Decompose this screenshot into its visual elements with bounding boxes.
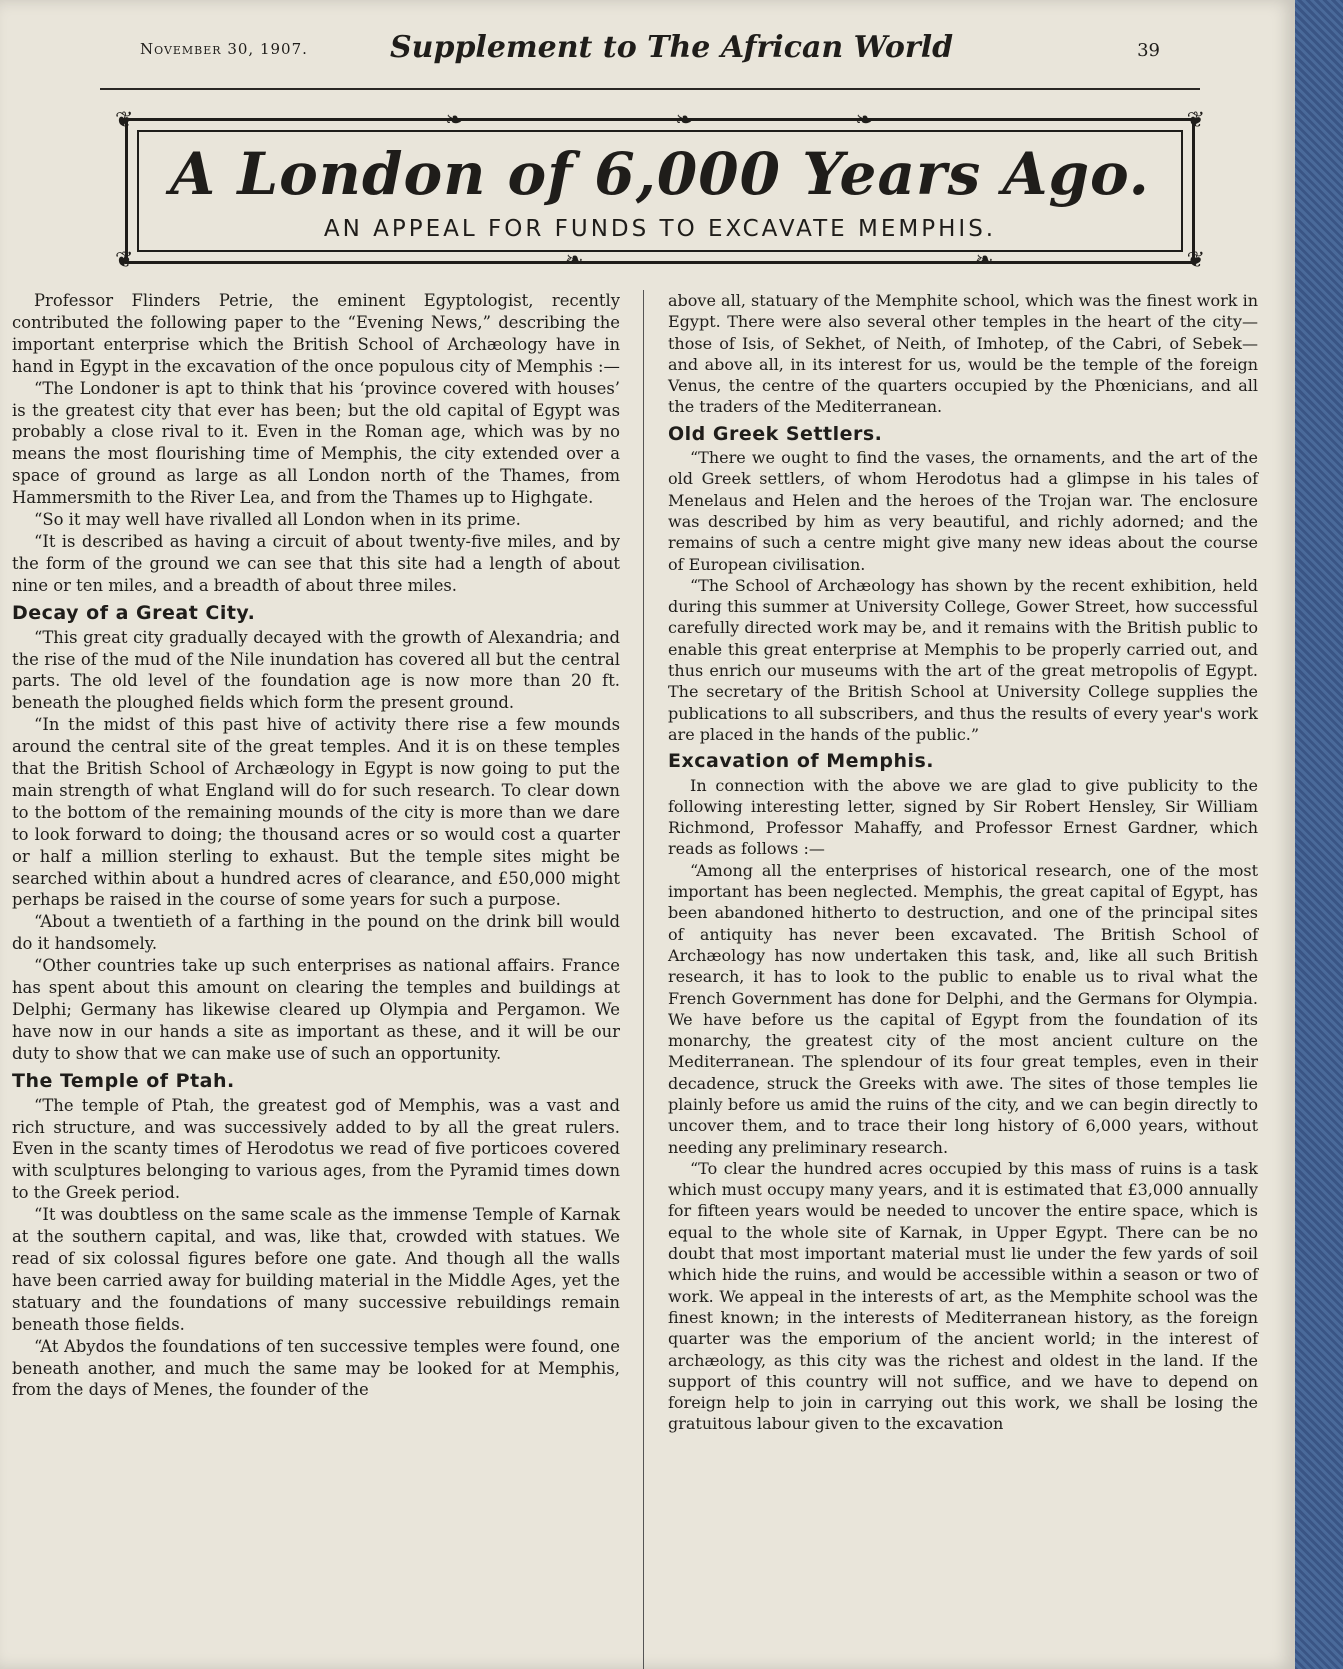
paragraph: “The temple of Ptah, the greatest god of Memphis, was a vast and rich structure, and was successively added to by all the great rulers. Even in the scanty times of Herodotus we read of five porticoes covered with sculptures belonging to various ages, from the Pyramid times down to the Greek period. bbox=[12, 1095, 620, 1203]
corner-ornament-icon: ❦ bbox=[1186, 108, 1205, 133]
border-ornament-icon: ❧ bbox=[975, 248, 994, 273]
paragraph: “It is described as having a circuit of about twenty-five miles, and by the form of the ground we can see that this site had a length of about nine or ten miles, and a breadth of about three miles. bbox=[12, 531, 620, 595]
corner-ornament-icon: ❦ bbox=[115, 248, 134, 273]
border-ornament-icon: ❧ bbox=[445, 108, 464, 133]
section-heading: Excavation of Memphis. bbox=[668, 750, 935, 773]
header-title: Supplement to The African World bbox=[390, 30, 954, 65]
corner-ornament-icon: ❦ bbox=[115, 108, 134, 133]
paragraph: “To clear the hundred acres occupied by this mass of ruins is a task which must occupy many years, and it is estimated that £3,000 annually for fifteen years would be needed to uncover the entire space, which is equal to the whole site of Karnak, in Upper Egypt. There can be no doubt that most important material must lie under the few yards of soil which hide the ruins, and would be accessible within a season or two of work. We appeal in the interests of art, as the Memphite school was the finest known; in the interests of Mediterranean history, as the foreign quarter was the emporium of the ancient world; in the interest of archæology, as this city was the richest and oldest in the land. If the support of this country will not suffice, and we have to depend on foreign help to join in carrying out this work, we shall be losing the gratuitous labour given to the excavation bbox=[668, 1158, 1258, 1434]
paragraph: “About a twentieth of a farthing in the pound on the drink bill would do it handsomely. bbox=[12, 912, 620, 954]
paragraph: “The School of Archæology has shown by the recent exhibition, held during this summer at University College, Gower Street, how successful carefully directed work may be, and it remains with the British public to enable this great enterprise at Memphis to be properly carried out, and thus enrich our museums with the art of the great metropolis of Egypt. The secretary of the British School at University College supplies the publications to all subscribers, and thus the results of every year's work are placed in the hands of the public.” bbox=[668, 575, 1258, 744]
page-header bbox=[100, 28, 1200, 90]
column-divider bbox=[643, 290, 644, 1669]
corner-ornament-icon: ❦ bbox=[1186, 248, 1205, 273]
border-ornament-icon: ❧ bbox=[565, 248, 584, 273]
section-heading: The Temple of Ptah. bbox=[12, 1069, 235, 1092]
paragraph: “There we ought to find the vases, the ornaments, and the art of the old Greek settlers, of whom Herodotus had a glimpse in his tales of Menelaus and Helen and the heroes of the Trojan war. The enclosure was described by him as very beautiful, and richly adorned; and the remains of such a centre might give many new ideas about the course of European civilisation. bbox=[668, 448, 1258, 574]
left-column bbox=[12, 290, 620, 1401]
section-heading: Old Greek Settlers. bbox=[668, 422, 883, 445]
paragraph: above all, statuary of the Memphite school, which was the finest work in Egypt. There were also several other temples in the heart of the city—those of Isis, of Sekhet, of Neith, of Imhotep, of the Cabri, of Sebek—and above all, in its interest for us, would be the temple of the foreign Venus, the centre of the quarters occupied by the Phœnicians, and all the traders of the Mediterranean. bbox=[668, 291, 1258, 417]
paragraph: “It was doubtless on the same scale as the immense Temple of Karnak at the southern capital, and was, like that, crowded with statues. We read of six colossal figures before one gate. And though all the walls have been carried away for building material in the Middle Ages, yet the statuary and the foundations of many successive rebuildings remain beneath those fields. bbox=[12, 1205, 620, 1334]
paragraph: “The Londoner is apt to think that his ‘province covered with houses’ is the greatest city that ever has been; but the old capital of Egypt was probably a close rival to it. Even in the Roman age, which was by no means the most flourishing time of Memphis, the city extended over a space of ground as large as all London north of the Thames, from Hammersmith to the River Lea, and from the Thames up to Highgate. bbox=[12, 378, 620, 508]
paragraph: In connection with the above we are glad to give publicity to the following interesting letter, signed by Sir Robert Hensley, Sir William Richmond, Professor Mahaffy, and Professor Ernest Gardner, which reads as follows :— bbox=[668, 775, 1258, 859]
paragraph: “Other countries take up such enterprises as national affairs. France has spent about this amount on clearing the temples and buildings at Delphi; Germany has likewise cleared up Olympia and Pergamon. We have now in our hands a site as important as these, and it will be our duty to show that we can make use of such an opportunity. bbox=[12, 956, 620, 1063]
paragraph: “Among all the enterprises of historical research, one of the most important has been neglected. Memphis, the great capital of Egypt, has been abandoned hitherto to destruction, and one of the principal sites of antiquity has never been excavated. The British School of Archæology has now undertaken this task, and, like all such British research, it has to look to the public to enable us to rival what the French Government has done for Delphi, and the Germans for Olympia. We have before us the capital of Egypt from the foundation of its monarchy, the greatest city of the most ancient culture on the Mediterranean. The splendour of its four great temples, even in their decadence, struck the Greeks with awe. The sites of those temples lie plainly before us amid the ruins of the city, and we can begin directly to uncover them, and to trace their long history of 6,000 years, without needing any preliminary research. bbox=[668, 860, 1258, 1157]
article-title: A London of 6,000 Years Ago. bbox=[170, 140, 1150, 208]
border-ornament-icon: ❧ bbox=[855, 108, 874, 133]
section-heading: Decay of a Great City. bbox=[12, 601, 256, 624]
title-box bbox=[115, 110, 1205, 272]
paragraph: Professor Flinders Petrie, the eminent Egyptologist, recently contributed the following paper to the “Evening News,” describing the important enterprise which the British School of Archæology have in hand in Egypt in the excavation of the once populous city of Memphis :— bbox=[12, 291, 620, 376]
paragraph: “This great city gradually decayed with the growth of Alexandria; and the rise of the mud of the Nile inundation has covered all but the central parts. The old level of the foundation age is now more than 20 ft. beneath the ploughed fields which form the present ground. bbox=[12, 627, 620, 713]
header-page-number: 39 bbox=[1137, 40, 1160, 61]
paragraph: “In the midst of this past hive of activity there rise a few mounds around the central site of the great temples. And it is on these temples that the British School of Archæology in Egypt is now going to put the main strength of what England will do for such research. To clear down to the bottom of the remaining mounds of the city is more than we dare to look forward to doing; the thousand acres or so would cost a quarter or half a million sterling to exhaust. But the temple sites might be searched within about a hundred acres of clearance, and £50,000 might perhaps be raised in the course of some years for such a purpose. bbox=[12, 715, 620, 910]
border-ornament-icon: ❧ bbox=[675, 108, 694, 133]
paragraph: “So it may well have rivalled all London when in its prime. bbox=[34, 510, 521, 530]
paragraph: “At Abydos the foundations of ten successive temples were found, one beneath another, and much the same may be looked for at Memphis, from the days of Menes, the founder of the bbox=[12, 1336, 620, 1400]
right-column bbox=[668, 290, 1258, 1435]
article-subtitle: AN APPEAL FOR FUNDS TO EXCAVATE MEMPHIS. bbox=[323, 216, 997, 242]
header-date: November 30, 1907. bbox=[140, 40, 308, 58]
